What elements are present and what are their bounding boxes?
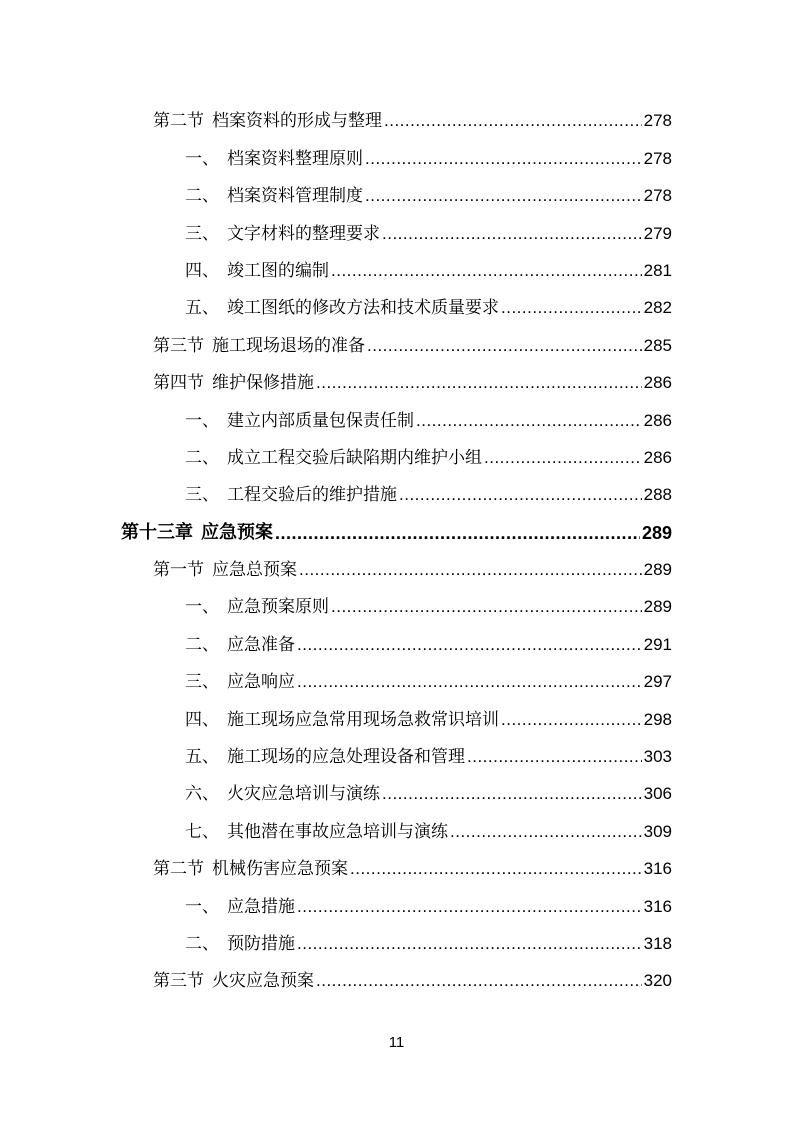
toc-entry-label (185, 710, 499, 730)
toc-entry-page: 303 (643, 747, 672, 767)
toc-entry-title: 应急准备 (227, 634, 295, 655)
toc-entry-number: 六、 (185, 784, 219, 805)
toc-entry-number: 四、 (185, 260, 219, 281)
toc-entry-page: 320 (643, 971, 672, 991)
toc-entry-page: 278 (643, 186, 672, 206)
dot-leader (316, 373, 642, 393)
toc-entry-number: 第三节 (153, 971, 204, 992)
toc-entry-label (153, 336, 365, 356)
toc-entry-label (185, 822, 448, 842)
toc-entry[interactable] (0, 474, 793, 511)
toc-entry-title: 预防措施 (227, 933, 295, 954)
toc-entry-page: 291 (643, 634, 672, 654)
toc-entry-title: 档案资料整理原则 (227, 148, 363, 169)
table-of-contents (0, 100, 793, 997)
dot-leader (331, 261, 642, 281)
toc-entry-title: 档案资料管理制度 (227, 186, 363, 207)
toc-entry-number: 三、 (185, 223, 219, 244)
toc-entry-title: 竣工图纸的修改方法和技术质量要求 (227, 298, 499, 319)
toc-entry-label (185, 897, 295, 917)
toc-entry-label (153, 373, 314, 393)
toc-entry[interactable] (0, 137, 793, 174)
toc-entry[interactable] (0, 586, 793, 623)
toc-entry[interactable] (0, 399, 793, 436)
toc-entry-title: 建立内部质量包保责任制 (227, 410, 414, 431)
toc-entry-page: 316 (643, 859, 672, 879)
dot-leader (382, 224, 642, 244)
toc-entry-number: 第二节 (153, 111, 204, 132)
toc-entry-number: 一、 (185, 410, 219, 431)
toc-entry-title: 成立工程交验后缺陷期内维护小组 (227, 447, 482, 468)
toc-entry-page: 286 (643, 373, 672, 393)
dot-leader (350, 859, 642, 879)
toc-entry-title: 应急措施 (227, 896, 295, 917)
toc-entry-page: 297 (643, 672, 672, 692)
toc-entry[interactable] (0, 623, 793, 660)
toc-entry-label (185, 597, 329, 617)
toc-entry-label (153, 859, 348, 879)
toc-entry-title: 机械伤害应急预案 (212, 859, 348, 880)
toc-entry[interactable] (0, 661, 793, 698)
dot-leader (297, 672, 642, 692)
toc-entry-number: 一、 (185, 597, 219, 618)
toc-entry[interactable] (0, 362, 793, 399)
toc-entry[interactable] (0, 100, 793, 137)
dot-leader (299, 560, 642, 580)
toc-entry-label (185, 485, 397, 505)
toc-entry-label (153, 971, 314, 991)
toc-entry-label (185, 411, 414, 431)
toc-entry-number: 二、 (185, 447, 219, 468)
dot-leader (384, 111, 642, 131)
toc-entry-label (153, 560, 297, 580)
dot-leader (367, 336, 642, 356)
toc-entry-title: 工程交验后的维护措施 (227, 485, 397, 506)
toc-entry-page: 306 (643, 784, 672, 804)
toc-entry-title: 维护保修措施 (212, 373, 314, 394)
dot-leader (416, 411, 642, 431)
toc-entry-page: 298 (643, 709, 672, 729)
toc-entry-label (185, 186, 363, 206)
toc-entry-page: 289 (643, 597, 672, 617)
dot-leader (297, 635, 642, 655)
toc-entry-title: 档案资料的形成与整理 (212, 111, 382, 132)
toc-entry-label (153, 111, 382, 131)
toc-entry-page: 281 (643, 260, 672, 280)
toc-entry-title: 竣工图的编制 (227, 260, 329, 281)
dot-leader (297, 934, 642, 954)
toc-entry-label (185, 635, 295, 655)
toc-entry-number: 第十三章 (121, 521, 193, 543)
toc-entry-label (185, 784, 380, 804)
toc-entry-page: 278 (643, 111, 672, 131)
toc-entry-title: 施工现场应急常用现场急救常识培训 (227, 709, 499, 730)
dot-leader (450, 822, 642, 842)
dot-leader (501, 710, 642, 730)
toc-entry[interactable] (0, 960, 793, 997)
toc-entry[interactable] (0, 437, 793, 474)
toc-chapter-entry[interactable] (0, 511, 793, 548)
toc-entry[interactable] (0, 212, 793, 249)
toc-entry-title: 施工现场退场的准备 (212, 335, 365, 356)
toc-entry[interactable] (0, 250, 793, 287)
toc-entry[interactable] (0, 736, 793, 773)
dot-leader (467, 747, 642, 767)
toc-entry-number: 一、 (185, 896, 219, 917)
toc-entry-title: 应急响应 (227, 672, 295, 693)
dot-leader (365, 149, 642, 169)
toc-entry[interactable] (0, 810, 793, 847)
toc-entry-title: 文字材料的整理要求 (227, 223, 380, 244)
dot-leader (365, 186, 642, 206)
toc-entry-label (121, 523, 273, 543)
toc-entry-title: 其他潜在事故应急培训与演练 (227, 821, 448, 842)
toc-entry[interactable] (0, 885, 793, 922)
dot-leader (331, 597, 642, 617)
dot-leader (484, 448, 642, 468)
toc-entry-title: 火灾应急预案 (212, 971, 314, 992)
toc-entry-number: 四、 (185, 709, 219, 730)
toc-entry[interactable] (0, 773, 793, 810)
toc-entry[interactable] (0, 175, 793, 212)
toc-entry-page: 278 (643, 148, 672, 168)
dot-leader (316, 971, 642, 991)
dot-leader (501, 298, 642, 318)
toc-entry-label (185, 448, 482, 468)
toc-entry-number: 一、 (185, 148, 219, 169)
toc-entry[interactable] (0, 848, 793, 885)
toc-entry-number: 第二节 (153, 859, 204, 880)
toc-entry-number: 第三节 (153, 335, 204, 356)
toc-entry-number: 二、 (185, 933, 219, 954)
toc-entry[interactable] (0, 287, 793, 324)
dot-leader (297, 897, 642, 917)
toc-entry-page: 289 (641, 522, 672, 543)
toc-entry[interactable] (0, 324, 793, 361)
toc-entry-number: 三、 (185, 672, 219, 693)
dot-leader (275, 523, 640, 543)
page-number: 11 (388, 1034, 405, 1051)
dot-leader (399, 485, 642, 505)
toc-entry-label (185, 934, 295, 954)
toc-entry-page: 316 (643, 896, 672, 916)
toc-entry-label (185, 298, 499, 318)
toc-entry-page: 282 (643, 298, 672, 318)
toc-entry-title: 应急预案原则 (227, 597, 329, 618)
toc-entry-label (185, 672, 295, 692)
toc-entry-page: 285 (643, 335, 672, 355)
toc-entry-number: 五、 (185, 298, 219, 319)
dot-leader (382, 784, 642, 804)
toc-entry[interactable] (0, 549, 793, 586)
toc-entry-page: 286 (643, 447, 672, 467)
toc-entry-title: 应急预案 (201, 521, 273, 543)
toc-entry-number: 五、 (185, 747, 219, 768)
toc-entry-number: 三、 (185, 485, 219, 506)
toc-entry-number: 二、 (185, 186, 219, 207)
toc-entry-number: 二、 (185, 634, 219, 655)
toc-entry-page: 279 (643, 223, 672, 243)
toc-entry-number: 第一节 (153, 560, 204, 581)
toc-entry-number: 七、 (185, 821, 219, 842)
toc-entry-page: 286 (643, 410, 672, 430)
toc-entry-number: 第四节 (153, 373, 204, 394)
toc-entry-page: 288 (643, 485, 672, 505)
toc-entry-title: 火灾应急培训与演练 (227, 784, 380, 805)
toc-entry-title: 应急总预案 (212, 560, 297, 581)
toc-entry-page: 309 (643, 821, 672, 841)
toc-entry[interactable] (0, 923, 793, 960)
toc-entry-label (185, 224, 380, 244)
toc-entry-label (185, 747, 465, 767)
toc-entry-title: 施工现场的应急处理设备和管理 (227, 747, 465, 768)
toc-entry-page: 318 (643, 933, 672, 953)
toc-entry-label (185, 261, 329, 281)
toc-entry[interactable] (0, 698, 793, 735)
toc-entry-label (185, 149, 363, 169)
toc-entry-page: 289 (643, 560, 672, 580)
